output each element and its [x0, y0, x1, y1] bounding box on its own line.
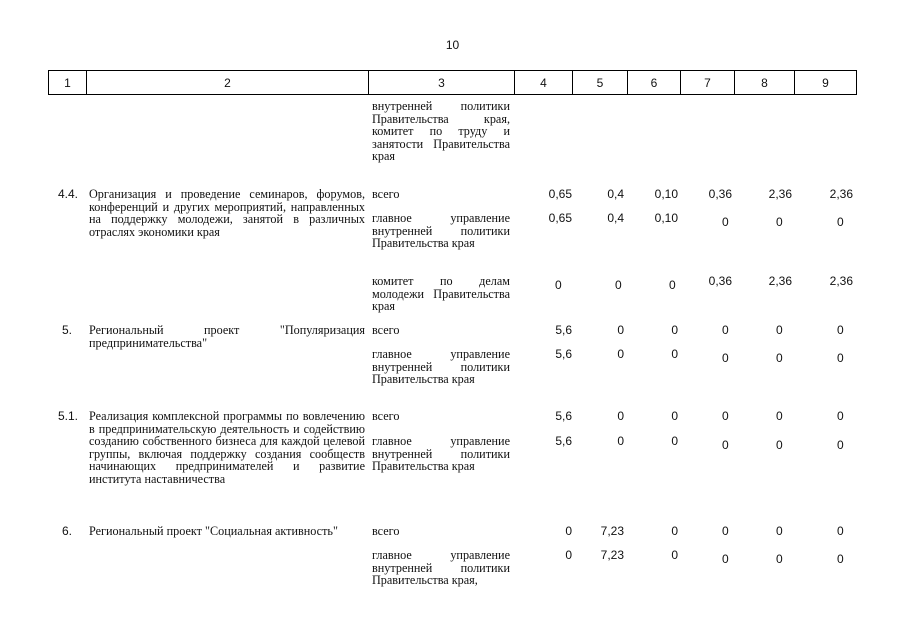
value-cell: 0 [722, 438, 729, 452]
value-cell: 2,36 [768, 274, 792, 288]
value-cell: 0 [722, 409, 729, 423]
value-cell: 0 [722, 323, 729, 337]
value-cell: 0 [565, 548, 572, 562]
value-cell: 0,4 [607, 187, 624, 201]
sub-label: всего [372, 323, 400, 337]
header-col-8: 8 [735, 71, 795, 95]
value-cell: 0 [671, 347, 678, 361]
value-cell: 0 [837, 552, 844, 566]
value-cell: 5,6 [555, 323, 572, 337]
value-cell: 0 [555, 278, 562, 292]
sub-label: главное управление внутренней политики Правительства края [372, 347, 510, 387]
value-cell: 0 [615, 278, 622, 292]
value-cell: 0,65 [548, 211, 572, 225]
value-cell: 0,10 [654, 187, 678, 201]
value-cell: 0,4 [607, 211, 624, 225]
row-number: 6. [61, 524, 72, 538]
value-cell: 0 [722, 552, 729, 566]
value-cell: 0 [776, 524, 783, 538]
value-cell: 0 [776, 323, 783, 337]
page-number: 10 [445, 38, 460, 52]
value-cell: 0 [837, 409, 844, 423]
value-cell: 0 [565, 524, 572, 538]
sub-label: всего [372, 187, 400, 201]
value-cell: 0 [671, 434, 678, 448]
sub-label: комитет по делам молодежи Правительства края [372, 274, 510, 314]
value-cell: 0 [776, 438, 783, 452]
table-header [48, 70, 857, 95]
value-cell: 0 [837, 323, 844, 337]
header-col-1: 1 [49, 71, 87, 95]
header-col-2: 2 [87, 71, 369, 95]
value-cell: 0 [722, 524, 729, 538]
value-cell: 0 [722, 351, 729, 365]
row-number: 4.4. [57, 187, 78, 201]
value-cell: 0,10 [654, 211, 678, 225]
value-cell: 5,6 [555, 347, 572, 361]
header-col-6: 6 [628, 71, 681, 95]
header-col-4: 4 [515, 71, 573, 95]
value-cell: 0 [617, 409, 624, 423]
value-cell: 0 [776, 351, 783, 365]
header-col-5: 5 [573, 71, 628, 95]
value-cell: 0 [671, 548, 678, 562]
value-cell: 7,23 [600, 548, 624, 562]
value-cell: 0 [617, 323, 624, 337]
value-cell: 0 [617, 434, 624, 448]
value-cell: 0 [669, 278, 676, 292]
sub-label: главное управление внутренней политики Правительства края [372, 434, 510, 474]
header-col-3: 3 [369, 71, 515, 95]
value-cell: 0 [722, 215, 729, 229]
row-name: Организация и проведение семинаров, форумов, конференций и других мероприятий, направленных на поддержку молодежи, занятой в различных отраслях экономики края [89, 187, 365, 239]
row-name: Региональный проект "Социальная активность" [89, 524, 338, 538]
value-cell: 0,36 [708, 187, 732, 201]
row-number: 5. [61, 323, 72, 337]
value-cell: 2,36 [829, 187, 853, 201]
value-cell: 0 [776, 215, 783, 229]
value-cell: 0 [671, 524, 678, 538]
sub-label: всего [372, 409, 400, 423]
value-cell: 0 [837, 438, 844, 452]
header-row [49, 71, 857, 95]
value-cell: 0 [617, 347, 624, 361]
value-cell: 0,65 [548, 187, 572, 201]
value-cell: 2,36 [768, 187, 792, 201]
value-cell: 5,6 [555, 434, 572, 448]
header-col-7: 7 [681, 71, 735, 95]
value-cell: 2,36 [829, 274, 853, 288]
row-number: 5.1. [57, 409, 78, 423]
row-name: Региональный проект "Популяризация предпринимательства" [89, 323, 365, 350]
value-cell: 0 [837, 524, 844, 538]
header-col-9: 9 [795, 71, 857, 95]
value-cell: 7,23 [600, 524, 624, 538]
value-cell: 0,36 [708, 274, 732, 288]
value-cell: 0 [776, 409, 783, 423]
sub-label: главное управление внутренней политики Правительства края, [372, 548, 510, 588]
row-name: Реализация комплексной программы по вовлечению в предпринимательскую деятельность и содействию созданию собственного бизнеса для каждой целевой группы, включая поддержку создания сообществ начинающих предпринимателей и развитие института наставничества [89, 409, 365, 486]
value-cell: 0 [671, 323, 678, 337]
value-cell: 0 [671, 409, 678, 423]
sub-label: всего [372, 524, 400, 538]
value-cell: 0 [837, 351, 844, 365]
value-cell: 5,6 [555, 409, 572, 423]
sub-label: главное управление внутренней политики Правительства края [372, 211, 510, 251]
value-cell: 0 [776, 552, 783, 566]
value-cell: 0 [837, 215, 844, 229]
continuation-executor: внутренней политики Правительства края, комитет по труду и занятости Правительства края [372, 99, 510, 164]
